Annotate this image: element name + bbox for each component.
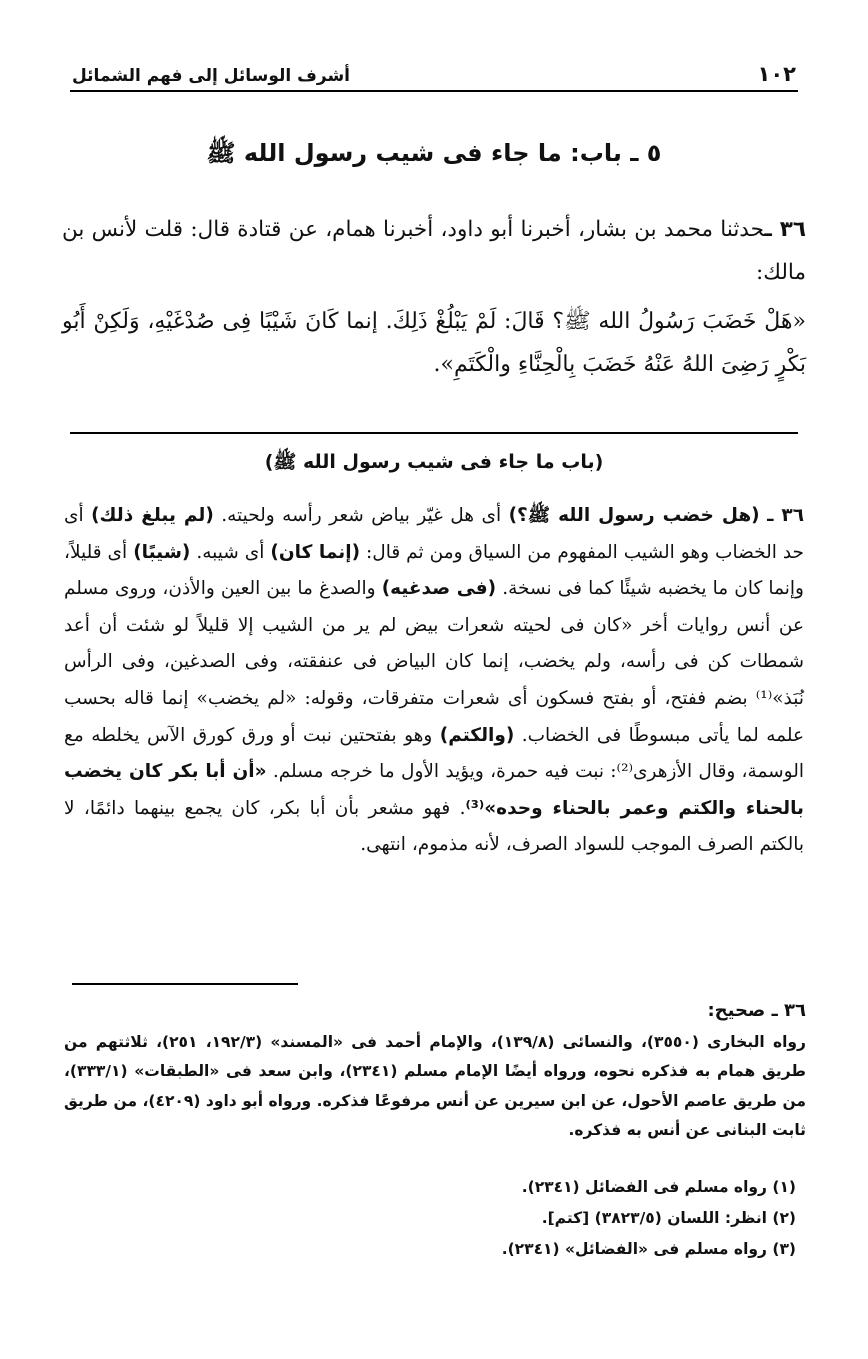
takhrij-text: رواه البخارى (٣٥٥٠)، والنسائى (١٣٩/٨)، والإمام أحمد فى «المسند» (١٩٢/٣، ٢٥١)، ثلاثتهم من طريق همام به فذكره نحوه، ورواه أيضًا الإمام مسلم (٢٣٤١)، وابن سعد فى «الطبقات» (٣٣٣/١)، من طريق عاصم الأحول، عن ابن سيرين عن أنس مرفوعًا فذكره. ورواه أبو داود (٤٢٠٩)، من طريق ثابت البنانى عن أنس به فذكره. (64, 1032, 806, 1140)
commentary-gloss: . فهو مشعر بأن أبا بكر، كان يجمع بينهما دائمًا، لا بالكتم الصرف الموجب للسواد الصرف، لأنه مذموم، انتهى. (64, 797, 804, 856)
footnotes (64, 1172, 796, 1265)
commentary-lemma: (والكتم) (439, 724, 515, 746)
running-header (72, 46, 796, 86)
running-title: أشرف الوسائل إلى فهم الشمائل (72, 66, 351, 86)
commentary-gloss: والصدغ ما بين العين والأذن، وروى مسلم عن أنس روايات أخر «كان فى لحيته شعرات بيض لم ير من الشيب إلا قليلاً لو شئت أن أعد شمطات كن فى رأسه، ولم يخضب، إنما كان البياض فى عنفقته، وفى الصدغين، وفى الرأس نُبَذ»⁽¹⁾ بضم ففتح، أو بفتح فسكون أى شعرات متفرقات، وقوله: «لم يخضب» إنما قاله بحسب علمه لما يأتى مبسوطًا فى الخضاب. (64, 578, 804, 746)
footnote-1: (١) رواه مسلم فى الفضائل (٢٣٤١). (521, 1178, 796, 1196)
commentary-lemma: (هل خضب رسول الله ﷺ؟) (508, 505, 760, 526)
takhrij-label: ٣٦ ـ صحيح: (707, 1000, 806, 1021)
commentary-gloss: وهو بفتحتين نبت أو ورق كورق الآس يخلطه مع الوسمة، وقال الأزهرى⁽²⁾: نبت فيه حمرة، ويؤيد الأول ما خرجه مسلم. (64, 724, 804, 783)
hadith-matn: «هَلْ خَضَبَ رَسُولُ الله ﷺ؟ قَالَ: لَمْ يَبْلُغْ ذَلِكَ. إنما كَانَ شَيْبًا فِى صُدْغَيْهِ، وَلَكِنْ أَبُو بَكْرٍ رَضِىَ اللهُ عَنْهُ خَضَبَ بِالْحِنَّاءِ والْكَتَمِ». (62, 309, 806, 377)
footnote-2: (٢) انظر: اللسان (٣٨٢٣/٥) [كتم]. (541, 1209, 796, 1227)
commentary-gloss: أى حد الخضاب وهو الشيب المفهوم من السياق ومن ثم قال: (64, 505, 804, 563)
hadith-text (62, 208, 806, 386)
commentary-lemma: (فى صدغيه) (381, 578, 497, 600)
commentary-lemma: (لم يبلغ ذلك) (91, 505, 214, 526)
footnote-3: (٣) رواه مسلم فى «الفضائل» (٢٣٤١). (501, 1240, 796, 1258)
commentary-number: ٣٦ ـ (767, 505, 805, 526)
commentary-lemma: (شيبًا) (133, 541, 191, 563)
chapter-title: ٥ ـ باب: ما جاء فى شيب رسول الله ﷺ (206, 139, 662, 167)
hadith-isnad: حدثنا محمد بن بشار، أخبرنا أبو داود، أخبرنا همام، عن قتادة قال: قلت لأنس بن مالك: (62, 217, 806, 285)
commentary-gloss: أى قليلاً، وإنما كان ما يخضبه شيئًا كما فى نسخة. (64, 541, 804, 600)
commentary-lemma: «أن أبا بكر كان يخضب بالحناء والكتم وعمر بالحناء وحده»⁽³⁾ (64, 761, 804, 819)
header-rule (70, 90, 798, 92)
footnote-rule (72, 983, 298, 985)
commentary-lemma: (إنما كان) (270, 541, 361, 563)
takhrij-section (64, 996, 806, 1146)
page-number: ١٠٢ (757, 62, 796, 86)
commentary-heading: (باب ما جاء فى شيب رسول الله ﷺ) (264, 451, 604, 473)
section-divider (70, 432, 798, 434)
commentary-gloss: أى هل غيّر بياض شعر رأسه ولحيته. (213, 505, 509, 526)
commentary-text (64, 498, 804, 864)
commentary-gloss: أى شيبه. (190, 541, 271, 563)
hadith-number: ٣٦ ـ (764, 217, 806, 242)
